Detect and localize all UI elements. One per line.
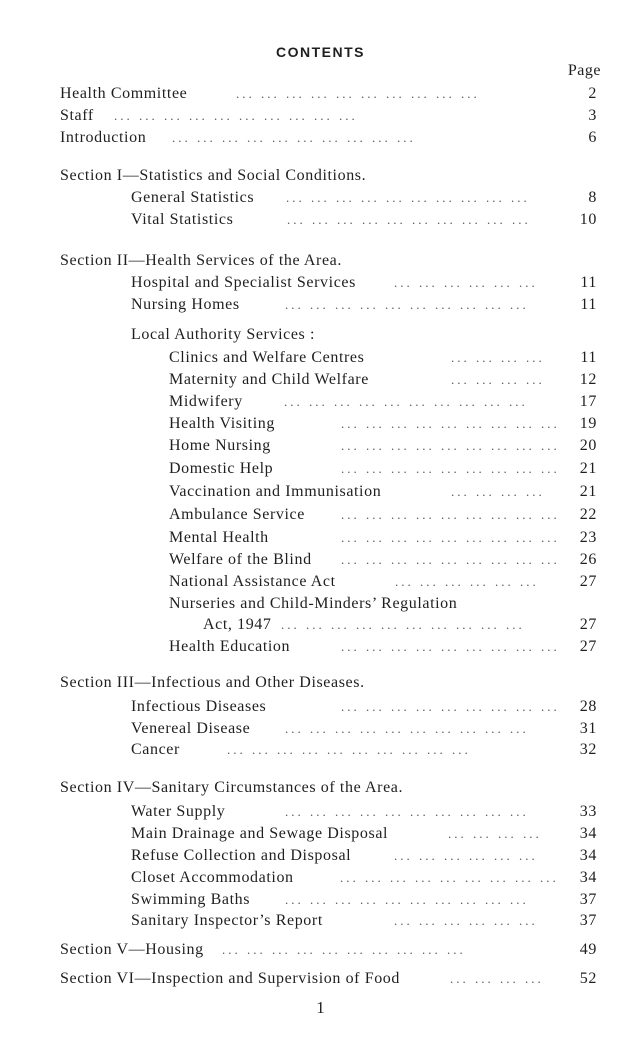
- entry-page: 37: [579, 891, 597, 908]
- toc-entry: [131, 867, 597, 889]
- toc-entry: [169, 481, 597, 503]
- section-heading: Section II—Health Services of the Area.: [60, 252, 342, 269]
- entry-title: Domestic Help: [169, 460, 274, 477]
- toc-entry: [131, 739, 597, 761]
- dot-leader: ... ... ... ... ... ...: [395, 574, 539, 589]
- entry-title: Act, 1947: [203, 616, 272, 633]
- toc-entry: [131, 889, 597, 911]
- dot-leader: ... ... ... ... ... ...: [394, 848, 538, 863]
- entry-title: Clinics and Welfare Centres: [169, 349, 365, 366]
- dot-leader: ... ... ... ... ... ... ... ... ...: [341, 699, 560, 714]
- dot-leader: ... ... ... ...: [450, 971, 544, 986]
- entry-page: 20: [579, 437, 597, 454]
- entry-page: 17: [579, 393, 597, 410]
- entry-page: 37: [579, 912, 597, 929]
- entry-title: Health Education: [169, 638, 291, 655]
- toc-entry: [169, 391, 597, 413]
- dot-leader: ... ... ... ... ... ...: [394, 275, 538, 290]
- toc-entry: [169, 458, 597, 480]
- entry-title: Sanitary Inspector’s Report: [131, 912, 323, 929]
- entry-title: Hospital and Specialist Services: [131, 274, 356, 291]
- entry-title: Vital Statistics: [131, 211, 234, 228]
- entry-title: Venereal Disease: [131, 720, 251, 737]
- entry-title: Mental Health: [169, 529, 269, 546]
- dot-leader: ... ... ... ... ... ... ... ... ...: [341, 552, 560, 567]
- entry-title: Health Committee: [60, 85, 188, 102]
- toc-entry: [131, 910, 597, 932]
- entry-title: Water Supply: [131, 803, 226, 820]
- toc-entry: [131, 823, 597, 845]
- entry-page: 19: [579, 415, 597, 432]
- entry-page: 10: [579, 211, 597, 228]
- dot-leader: ... ... ... ... ... ... ... ... ...: [341, 461, 560, 476]
- entry-page: 34: [579, 869, 597, 886]
- toc-entry: [60, 83, 597, 105]
- entry-title: Maternity and Child Welfare: [169, 371, 369, 388]
- entry-title: Main Drainage and Sewage Disposal: [131, 825, 389, 842]
- dot-leader: ... ... ... ... ... ... ... ... ...: [341, 530, 560, 545]
- dot-leader: ... ... ... ... ... ... ... ... ...: [341, 507, 560, 522]
- entry-page: 11: [580, 349, 597, 366]
- entry-title: Welfare of the Blind: [169, 551, 312, 568]
- toc-entry: [169, 369, 597, 391]
- page-title: CONTENTS: [276, 44, 365, 60]
- dot-leader: ... ... ... ... ... ... ... ... ... ...: [286, 190, 530, 205]
- entry-title: Staff: [60, 107, 94, 124]
- entry-page: 22: [579, 506, 597, 523]
- entry-page: 11: [580, 296, 597, 313]
- dot-leader: ... ... ... ... ... ... ... ... ...: [340, 870, 559, 885]
- section-heading: Section IV—Sanitary Circumstances of the Area.: [60, 779, 404, 796]
- toc-entry: [169, 347, 597, 369]
- dot-leader: ... ... ... ... ... ... ... ... ... ...: [287, 212, 531, 227]
- entry-page: 23: [579, 529, 597, 546]
- dot-leader: ... ... ... ... ... ... ... ... ... ...: [222, 942, 466, 957]
- toc-entry: [60, 939, 597, 961]
- section-heading: Section III—Infectious and Other Diseases.: [60, 674, 365, 691]
- toc-entry: [131, 272, 597, 294]
- toc-entry: [131, 209, 597, 231]
- entry-page: 34: [579, 825, 597, 842]
- toc-entry: [169, 413, 597, 435]
- toc-entry: [169, 527, 597, 549]
- dot-leader: ... ... ... ... ... ... ... ... ... ...: [114, 108, 358, 123]
- toc-entry: [60, 968, 597, 990]
- entry-page: 27: [579, 616, 597, 633]
- entry-title: Infectious Diseases: [131, 698, 267, 715]
- dot-leader: ... ... ... ... ... ... ... ... ... ...: [236, 86, 480, 101]
- entry-page: 34: [579, 847, 597, 864]
- toc-entry: [131, 845, 597, 867]
- entry-title: Section VI—Inspection and Supervision of Food: [60, 970, 401, 987]
- dot-leader: ... ... ... ... ... ... ... ... ... ...: [227, 742, 471, 757]
- entry-title: Closet Accommodation: [131, 869, 294, 886]
- entry-page: 8: [588, 189, 597, 206]
- entry-page: 49: [579, 941, 597, 958]
- subsection-heading: Local Authority Services :: [131, 326, 316, 343]
- toc-entry: [169, 571, 597, 593]
- dot-leader: ... ... ... ...: [448, 826, 542, 841]
- dot-leader: ... ... ... ... ... ... ... ... ... ...: [281, 617, 525, 632]
- entry-title: Vaccination and Immunisation: [169, 483, 382, 500]
- dot-leader: ... ... ... ... ... ... ... ... ...: [341, 639, 560, 654]
- toc-entry: [131, 187, 597, 209]
- section-heading: Section I—Statistics and Social Conditions.: [60, 167, 367, 184]
- dot-leader: ... ... ... ... ... ... ... ... ... ...: [284, 394, 528, 409]
- dot-leader: ... ... ... ... ... ... ... ... ... ...: [285, 721, 529, 736]
- dot-leader: ... ... ... ... ... ... ... ... ...: [341, 438, 560, 453]
- entry-page: 27: [579, 638, 597, 655]
- dot-leader: ... ... ... ... ... ... ... ... ... ...: [285, 892, 529, 907]
- entry-title: Ambulance Service: [169, 506, 305, 523]
- entry-title: Introduction: [60, 129, 147, 146]
- toc-entry: [203, 614, 597, 636]
- entry-wrapped-line: Nurseries and Child-Minders’ Regulation: [169, 595, 458, 612]
- dot-leader: ... ... ... ... ... ... ... ... ... ...: [172, 130, 416, 145]
- page-number: 1: [316, 998, 325, 1017]
- entry-page: 6: [588, 129, 597, 146]
- entry-title: Nursing Homes: [131, 296, 240, 313]
- entry-title: Swimming Baths: [131, 891, 251, 908]
- entry-page: 2: [588, 85, 597, 102]
- entry-page: 27: [579, 573, 597, 590]
- toc-entry: [131, 801, 597, 823]
- entry-title: Midwifery: [169, 393, 243, 410]
- dot-leader: ... ... ... ... ... ... ... ... ...: [341, 416, 560, 431]
- entry-page: 28: [579, 698, 597, 715]
- entry-title: Cancer: [131, 741, 180, 758]
- entry-title: General Statistics: [131, 189, 255, 206]
- entry-title: Refuse Collection and Disposal: [131, 847, 352, 864]
- entry-page: 52: [579, 970, 597, 987]
- toc-entry: [131, 696, 597, 718]
- toc-entry: [169, 435, 597, 457]
- toc-entry: [131, 718, 597, 740]
- toc-entry: [131, 294, 597, 316]
- entry-title: Health Visiting: [169, 415, 275, 432]
- dot-leader: ... ... ... ... ... ... ... ... ... ...: [285, 297, 529, 312]
- toc-entry: [169, 504, 597, 526]
- entry-page: 32: [579, 741, 597, 758]
- entry-page: 3: [588, 107, 597, 124]
- dot-leader: ... ... ... ...: [451, 350, 545, 365]
- dot-leader: ... ... ... ...: [451, 484, 545, 499]
- entry-page: 31: [579, 720, 597, 737]
- page-column-label: Page: [567, 62, 601, 79]
- entry-page: 26: [579, 551, 597, 568]
- entry-title: Section V—Housing: [60, 941, 204, 958]
- dot-leader: ... ... ... ...: [451, 372, 545, 387]
- entry-title: Home Nursing: [169, 437, 271, 454]
- entry-page: 21: [579, 483, 597, 500]
- entry-page: 33: [579, 803, 597, 820]
- toc-entry: [60, 105, 597, 127]
- dot-leader: ... ... ... ... ... ...: [394, 913, 538, 928]
- entry-page: 12: [579, 371, 597, 388]
- dot-leader: ... ... ... ... ... ... ... ... ... ...: [285, 804, 529, 819]
- entry-title: National Assistance Act: [169, 573, 336, 590]
- toc-entry: [169, 549, 597, 571]
- toc-entry: [169, 636, 597, 658]
- entry-page: 11: [580, 274, 597, 291]
- entry-page: 21: [579, 460, 597, 477]
- toc-entry: [60, 127, 597, 149]
